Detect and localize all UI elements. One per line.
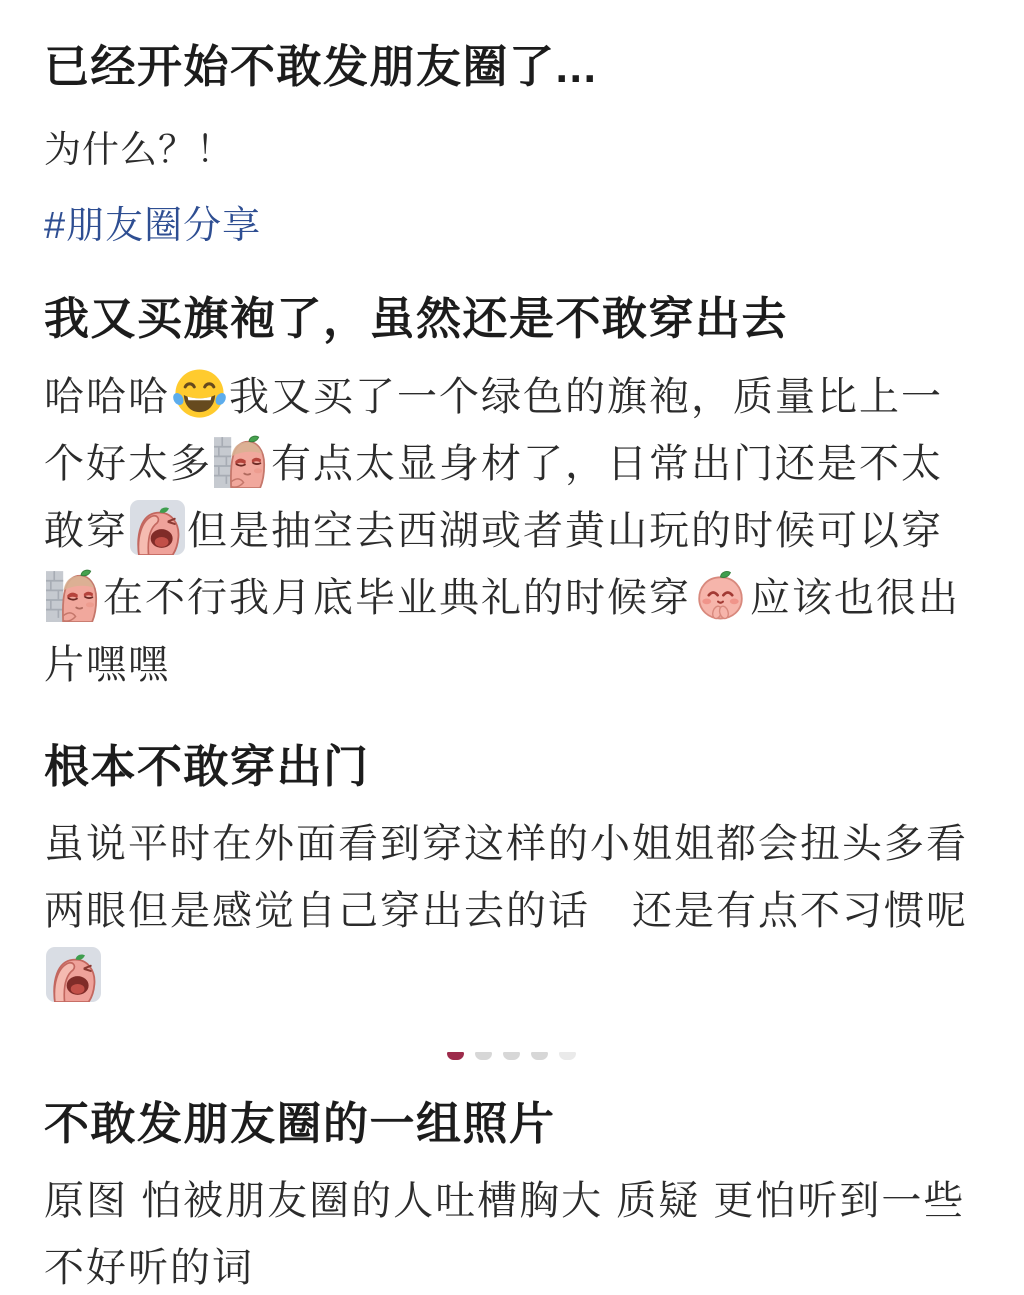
section-body [44, 811, 978, 1012]
section-heading: 不敢发朋友圈的一组照片 [44, 1097, 556, 1149]
carousel-dot [503, 1052, 520, 1060]
peach-cry-emoji [130, 500, 185, 555]
section-photos [44, 1096, 978, 1295]
carousel-dot-active [447, 1052, 464, 1060]
paragraph: 原图 怕被朋友圈的人吐槽胸大 质疑 更怕听到一些不好听的词 [44, 1179, 966, 1291]
section-body [44, 1168, 978, 1295]
peach-peek-emoji [214, 433, 269, 488]
carousel-dot [475, 1052, 492, 1060]
peach-cry-emoji [46, 947, 101, 1002]
peach-peek-emoji [46, 567, 101, 622]
section-heading: 我又买旗袍了，虽然还是不敢穿出去 [44, 293, 789, 345]
paragraph: 哈哈哈 我又买了一个绿色的旗袍，质量比上一个好太多 有点太显身材了，日常出门还是不太敢穿 但是抽空去西湖或者黄山玩的时候可以穿 在不行我月底毕业典礼的时候穿 应该也很出片嘿嘿 [44, 364, 978, 699]
carousel-dot [559, 1052, 576, 1060]
section-qipao [44, 291, 978, 698]
section-heading: 根本不敢穿出门 [44, 740, 370, 792]
joy-emoji [172, 366, 227, 421]
section-dare-not-wear [44, 739, 978, 1012]
hashtag-link[interactable]: #朋友圈分享 [44, 205, 262, 248]
post-subtitle: 为什么？！ [44, 129, 234, 170]
section-body [44, 364, 978, 699]
post-title: 已经开始不敢发朋友圈了... [44, 41, 598, 92]
carousel-dots [44, 1052, 978, 1060]
carousel-dot [531, 1052, 548, 1060]
peach-shy-emoji [693, 567, 748, 622]
paragraph: 虽说平时在外面看到穿这样的小姐姐都会扭头多看两眼但是感觉自己穿出去的话 还是有点不习惯呢 [44, 811, 978, 1012]
